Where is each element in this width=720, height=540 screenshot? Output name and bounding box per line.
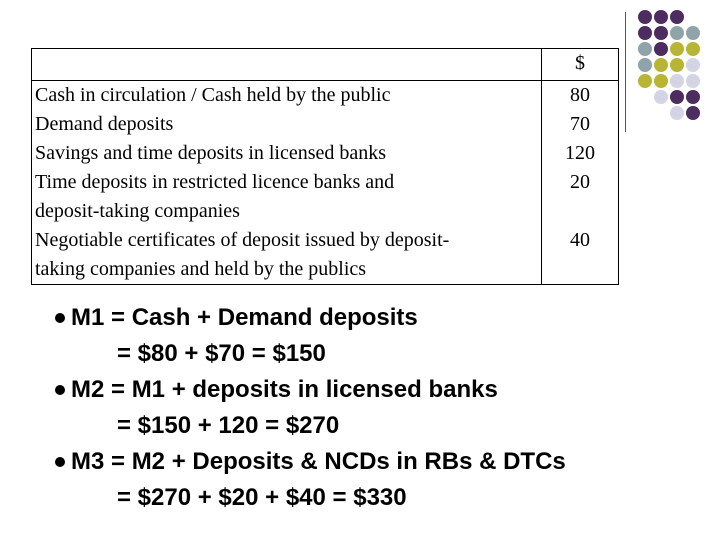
decorative-dot (670, 106, 684, 120)
formula-m2-calculation: = $150 + 120 = $270 (117, 412, 340, 439)
labels-cell (32, 81, 542, 285)
decorative-dot (670, 58, 684, 72)
formula-m1-definition: M1 = Cash + Demand deposits (71, 304, 418, 331)
decorative-dot-grid (638, 10, 720, 120)
label-demand-deposits: Demand deposits (35, 113, 174, 135)
decorative-dot (654, 58, 668, 72)
value-spacer (545, 197, 615, 226)
value-cash: 80 (570, 84, 590, 106)
header-label-cell (32, 49, 542, 81)
formula-m3-definition: M3 = M2 + Deposits & NCDs in RBs & DTCs (71, 448, 566, 475)
decorative-dot (686, 42, 700, 56)
decorative-dot (686, 90, 700, 104)
label-restricted-time-deposits-1: Time deposits in restricted licence banks and (35, 171, 395, 193)
decorative-dot (638, 26, 652, 40)
label-savings-time-deposits: Savings and time deposits in licensed banks (35, 142, 387, 164)
table-header-row (32, 49, 619, 81)
bullet-icon (55, 313, 65, 323)
values-cell (542, 81, 619, 285)
formula-m3-calculation: = $270 + $20 + $40 = $330 (117, 484, 407, 511)
formula-m2 (55, 372, 566, 444)
money-supply-table (31, 48, 619, 285)
decorative-dot (670, 10, 684, 24)
decorative-dot (670, 42, 684, 56)
money-supply-formulas (55, 300, 566, 516)
label-cash: Cash in circulation / Cash held by the public (35, 84, 391, 106)
decorative-dot (654, 10, 668, 24)
value-ncd: 40 (570, 229, 590, 251)
decorative-dot (638, 58, 652, 72)
decorative-dot (638, 74, 652, 88)
decorative-dot (654, 42, 668, 56)
value-savings-time-deposits: 120 (565, 142, 595, 164)
decorative-dot (654, 74, 668, 88)
value-demand-deposits: 70 (570, 113, 590, 135)
label-restricted-time-deposits-2: deposit-taking companies (35, 200, 240, 222)
bullet-icon (55, 457, 65, 467)
decorative-dot (670, 26, 684, 40)
decorative-dot (686, 58, 700, 72)
label-ncd-1: Negotiable certificates of deposit issued by deposit- (35, 229, 450, 251)
formula-m1-calculation: = $80 + $70 = $150 (117, 340, 326, 367)
decorative-dot (654, 26, 668, 40)
decorative-dot (638, 42, 652, 56)
formula-m1 (55, 300, 566, 372)
label-ncd-2: taking companies and held by the publics (35, 258, 367, 280)
header-currency-cell: $ (542, 49, 619, 81)
decorative-dot (654, 90, 668, 104)
decorative-divider (625, 12, 626, 132)
value-restricted-time-deposits: 20 (570, 171, 590, 193)
decorative-dot (686, 26, 700, 40)
decorative-dot (638, 10, 652, 24)
bullet-icon (55, 385, 65, 395)
formula-m3 (55, 444, 566, 516)
decorative-dot (686, 106, 700, 120)
formula-m2-definition: M2 = M1 + deposits in licensed banks (71, 376, 498, 403)
decorative-dot (670, 74, 684, 88)
decorative-dot (686, 74, 700, 88)
decorative-dot (670, 90, 684, 104)
table-body-row (32, 81, 619, 285)
